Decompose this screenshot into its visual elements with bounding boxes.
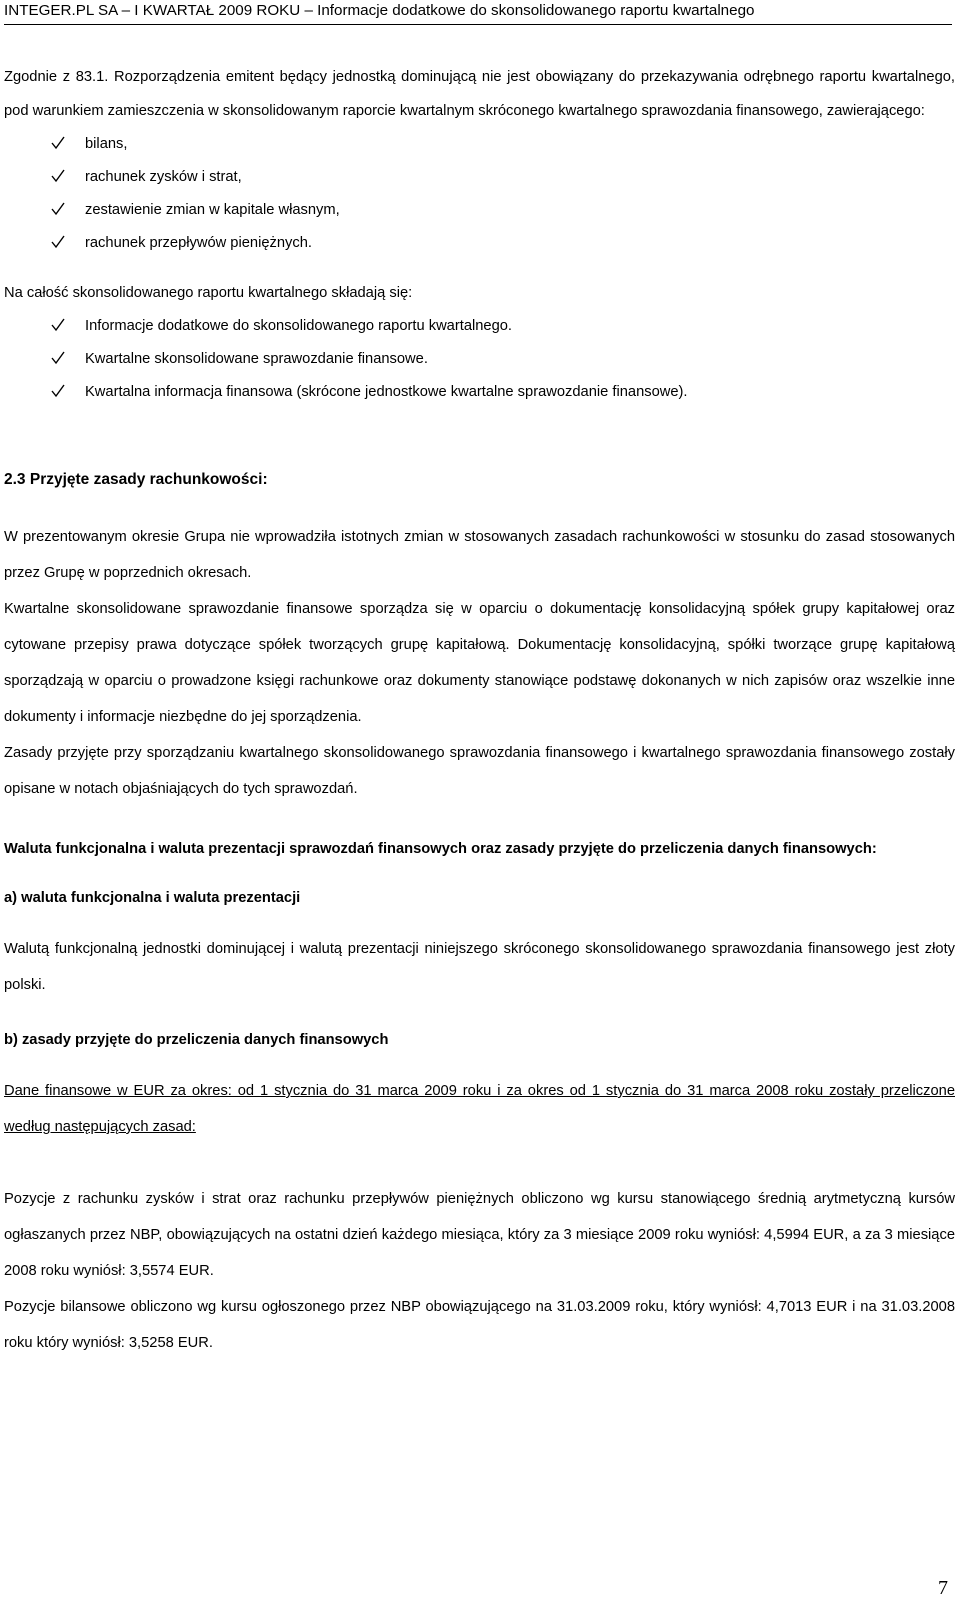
subheading-a: a) waluta funkcjonalna i waluta prezentacji: [4, 890, 301, 906]
list-item: Kwartalna informacja finansowa (skrócone jednostkowe kwartalne sprawozdanie finansowe).: [4, 376, 955, 409]
checkmark-icon: [51, 128, 71, 161]
list-item: Kwartalne skonsolidowane sprawozdanie finansowe.: [4, 343, 955, 376]
report-parts-list: [4, 310, 955, 409]
list-item: Informacje dodatkowe do skonsolidowanego raportu kwartalnego.: [4, 310, 955, 343]
checkmark-icon: [51, 161, 71, 194]
list-item: bilans,: [4, 128, 955, 161]
checkmark-icon: [51, 343, 71, 376]
accounting-paragraph-1: W prezentowanym okresie Grupa nie wprowadziła istotnych zmian w stosowanych zasadach rachunkowości w stosunku do zasad stosowanych przez Grupę w poprzednich okresach.: [4, 529, 955, 581]
statements-list: [4, 128, 955, 260]
eur-conversion-paragraph: Dane finansowe w EUR za okres: od 1 stycznia do 31 marca 2009 roku i za okres od 1 stycznia do 31 marca 2008 roku zostały przeliczone według następujących zasad:: [4, 1083, 955, 1135]
subheading-b: b) zasady przyjęte do przeliczenia danych finansowych: [4, 1032, 389, 1048]
checkmark-icon: [51, 227, 71, 260]
rate-paragraph-1: Pozycje z rachunku zysków i strat oraz rachunku przepływów pieniężnych obliczono wg kursu stanowiącego średnią arytmetyczną kursów ogłaszanych przez NBP, obowiązujących na ostatni dzień każdego miesiąca, który za 3 miesiące 2009 roku wyniósł: 4,5994 EUR, a za 3 miesiące 2008 roku wyniósł: 3,5574 EUR.: [4, 1191, 955, 1279]
accounting-paragraph-3: Zasady przyjęte przy sporządzaniu kwartalnego skonsolidowanego sprawozdania finansowego i kwartalnego sprawozdania finansowego zostały opisane w notach objaśniających do tych sprawozdań.: [4, 745, 955, 797]
checkmark-icon: [51, 376, 71, 409]
accounting-paragraph-2: Kwartalne skonsolidowane sprawozdanie finansowe sporządza się w oparciu o dokumentację konsolidacyjną spółek grupy kapitałowej oraz cytowane przepisy prawa dotyczące spółek tworzących grupę kapitałową. Dokumentację konsolidacyjną, spółki tworzące grupę kapitałową sporządzają w oparciu o prowadzone księgi rachunkowe oraz dokumenty stanowiące podstawę dokonanych w nich zapisów oraz wszelkie inne dokumenty i informacje niezbędne do jej sporządzenia.: [4, 601, 955, 725]
composition-paragraph: Na całość skonsolidowanego raportu kwartalnego składają się:: [4, 285, 413, 301]
intro-paragraph: Zgodnie z 83.1. Rozporządzenia emitent będący jednostką dominującą nie jest obowiązany do przekazywania odrębnego raportu kwartalnego, pod warunkiem zamieszczenia w skonsolidowanym raporcie kwartalnym skróconego kwartalnego sprawozdania finansowego, zawierającego:: [4, 69, 955, 119]
list-item: rachunek zysków i strat,: [4, 161, 955, 194]
checkmark-icon: [51, 194, 71, 227]
page-number: 7: [938, 1577, 948, 1599]
list-item: zestawienie zmian w kapitale własnym,: [4, 194, 955, 227]
currency-heading: Waluta funkcjonalna i waluta prezentacji sprawozdań finansowych oraz zasady przyjęte do przeliczenia danych finansowych:: [4, 841, 877, 857]
section-heading: 2.3 Przyjęte zasady rachunkowości:: [4, 471, 268, 488]
checkmark-icon: [51, 310, 71, 343]
page-header: INTEGER.PL SA – I KWARTAŁ 2009 ROKU – Informacje dodatkowe do skonsolidowanego raportu kwartalnego: [4, 0, 952, 25]
rate-paragraph-2: Pozycje bilansowe obliczono wg kursu ogłoszonego przez NBP obowiązującego na 31.03.2009 roku, który wyniósł: 4,7013 EUR i na 31.03.2008 roku który wyniósł: 3,5258 EUR.: [4, 1299, 955, 1351]
document-body: [4, 60, 955, 1361]
currency-paragraph: Walutą funkcjonalną jednostki dominującej i walutą prezentacji niniejszego skróconego skonsolidowanego sprawozdania finansowego jest złoty polski.: [4, 941, 955, 993]
list-item: rachunek przepływów pieniężnych.: [4, 227, 955, 260]
